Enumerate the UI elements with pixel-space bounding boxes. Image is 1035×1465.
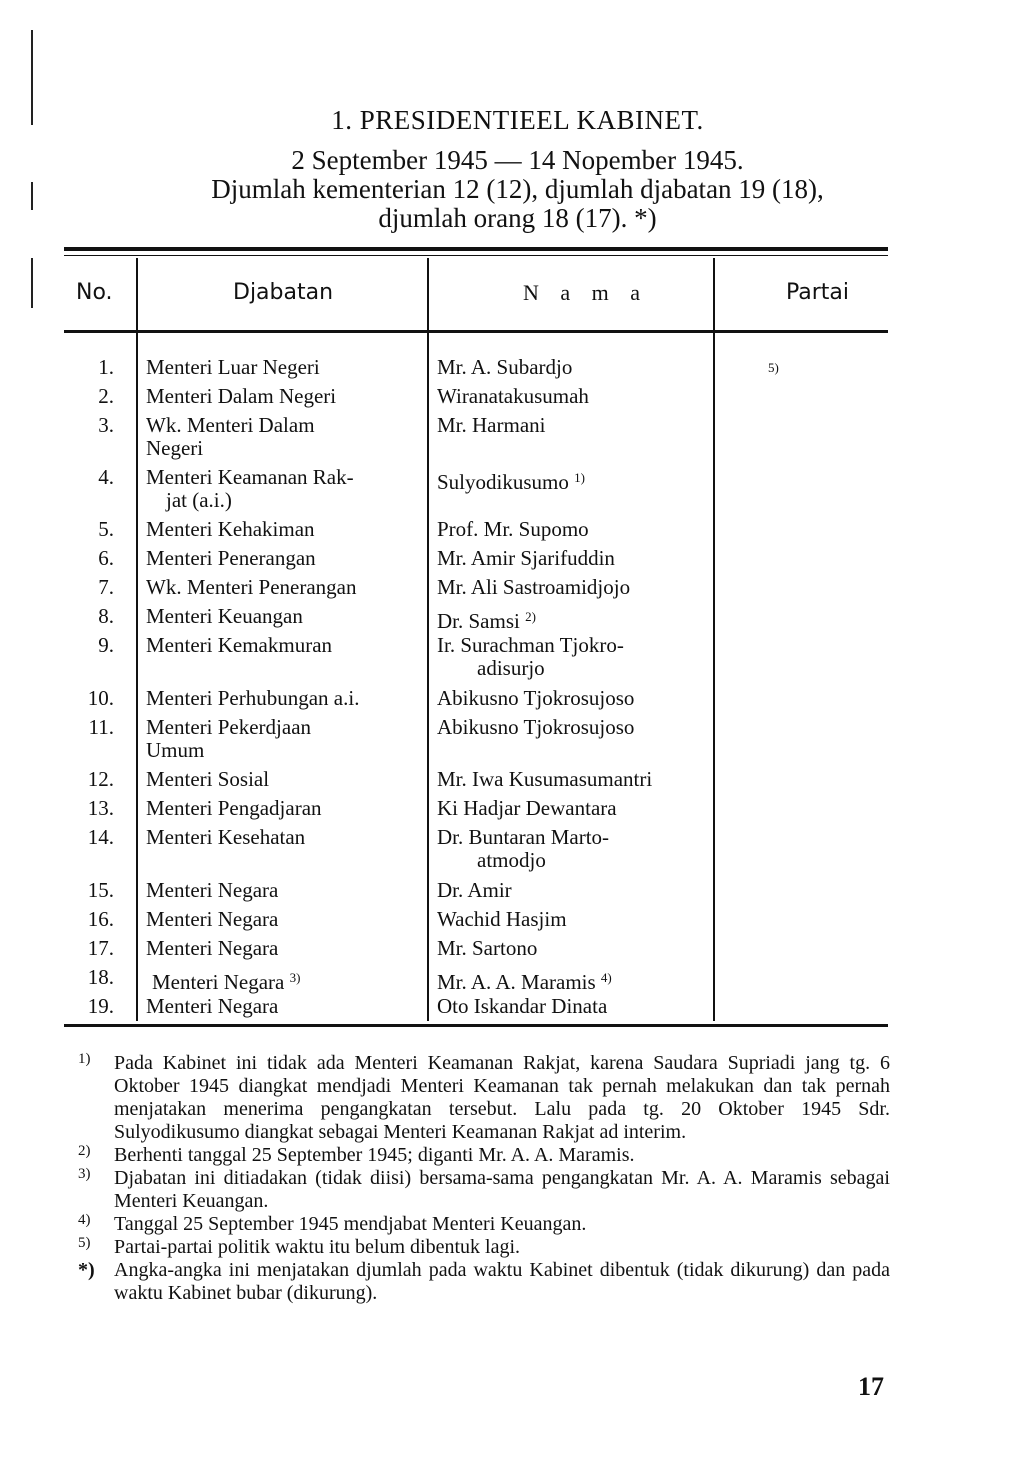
row-partai-note: 5): [768, 360, 779, 375]
row-nama-line1: Dr. Buntaran Marto-: [437, 825, 610, 849]
row-djabatan: Menteri Penerangan: [146, 546, 316, 570]
footnote: [78, 1259, 890, 1305]
footnote-mark: 4): [78, 1212, 91, 1228]
footnote-ref: 4): [600, 970, 612, 985]
row-number: 17.: [87, 936, 114, 960]
column-header-partai: Partai: [786, 280, 850, 305]
footnote-ref: 3): [289, 970, 301, 985]
footnote: [78, 1167, 890, 1213]
footnote-ref: 2): [525, 609, 536, 624]
row-nama: [437, 466, 707, 494]
row-nama: Wiranatakusumah: [437, 384, 589, 408]
row-nama: Ki Hadjar Dewantara: [437, 796, 617, 820]
row-number: 11.: [88, 715, 114, 739]
row-number: 7.: [98, 575, 114, 599]
row-number: 15.: [87, 878, 114, 902]
column-header-djabatan: Djabatan: [233, 280, 334, 305]
row-number: 4.: [98, 465, 114, 489]
row-nama: [437, 605, 707, 633]
row-nama: Abikusno Tjokrosujoso: [437, 715, 635, 739]
row-number: 5.: [98, 517, 114, 541]
footnote-text: Partai-partai politik waktu itu belum dibentuk lagi.: [114, 1236, 521, 1258]
row-djabatan: Menteri Keuangan: [146, 604, 303, 628]
column-divider: [713, 258, 715, 1021]
row-djabatan: Menteri Perhubungan a.i.: [146, 686, 360, 710]
row-djabatan: [146, 966, 422, 994]
footnote-mark: 3): [78, 1166, 91, 1182]
row-djabatan-line2: Umum: [146, 738, 205, 762]
row-djabatan: [146, 716, 416, 762]
page-number: 17: [858, 1372, 884, 1401]
row-nama: Mr. Amir Sjarifuddin: [437, 546, 615, 570]
row-djabatan-text: Wk. Menteri Dalam: [146, 413, 315, 437]
footnote-ref: 1): [574, 470, 585, 485]
row-nama: Oto Iskandar Dinata: [437, 994, 608, 1018]
row-djabatan: Menteri Kehakiman: [146, 517, 315, 541]
row-nama-text: Dr. Samsi: [437, 609, 520, 633]
row-djabatan-line1: [146, 414, 409, 437]
row-number: 13.: [87, 796, 114, 820]
column-header-no: No.: [76, 280, 113, 305]
footnote-text: Berhenti tanggal 25 September 1945; diganti Mr. A. A. Maramis.: [114, 1144, 635, 1166]
row-djabatan: Menteri Kesehatan: [146, 825, 306, 849]
row-djabatan: [146, 414, 416, 460]
row-nama-text: Sulyodikusumo: [437, 470, 569, 494]
row-number: 2.: [98, 384, 114, 408]
row-djabatan: Menteri Luar Negeri: [146, 355, 320, 379]
footnote-mark: 1): [78, 1051, 91, 1067]
row-nama-line2: atmodjo: [477, 848, 546, 872]
footnote: [78, 1236, 890, 1259]
scan-edge-mark: [31, 258, 33, 308]
table-top-rule: [64, 247, 888, 251]
table-top-thin-rule: [64, 255, 888, 256]
footnotes: [78, 1052, 890, 1305]
footnote-text: Tanggal 25 September 1945 mendjabat Menteri Keuangan.: [114, 1213, 587, 1235]
cabinet-period: 2 September 1945 — 14 Nopember 1945.: [291, 145, 744, 175]
footnote: [78, 1144, 890, 1167]
cabinet-counts-line1: Djumlah kementerian 12 (12), djumlah djabatan 19 (18),: [211, 174, 824, 204]
row-number: 18.: [87, 965, 114, 989]
row-djabatan-line1: Menteri Pekerdjaan: [146, 715, 312, 739]
row-djabatan-text: Menteri Negara: [152, 970, 285, 994]
row-number: 12.: [87, 767, 114, 791]
row-nama: Mr. A. Subardjo: [437, 355, 573, 379]
row-djabatan: Menteri Kemakmuran: [146, 633, 333, 657]
row-djabatan: Wk. Menteri Penerangan: [146, 575, 357, 599]
row-nama: Mr. Ali Sastroamidjojo: [437, 575, 631, 599]
row-nama: Mr. Harmani: [437, 413, 546, 437]
row-djabatan: Menteri Pengadjaran: [146, 796, 322, 820]
row-djabatan-line2: Negeri: [146, 436, 204, 460]
row-djabatan-line1: Menteri Keamanan Rak-: [146, 465, 354, 489]
row-nama: [437, 826, 707, 872]
footnote-mark: 2): [78, 1143, 91, 1159]
row-number: 14.: [87, 825, 114, 849]
row-nama: Dr. Amir: [437, 878, 512, 902]
footnote-mark: *): [78, 1259, 95, 1281]
row-nama-line2: adisurjo: [477, 656, 545, 680]
row-number: 9.: [98, 633, 114, 657]
footnote-text: Djabatan ini ditiadakan (tidak diisi) bersama-sama pengangkatan Mr. A. A. Maramis sebagai Menteri Keuangan.: [114, 1167, 890, 1212]
row-djabatan: Menteri Dalam Negeri: [146, 384, 337, 408]
footnote-text: Angka-angka ini menjatakan djumlah pada waktu Kabinet dibentuk (tidak dikurung) dan pada waktu Kabinet bubar (dikurung).: [114, 1259, 890, 1304]
row-djabatan-line2: jat (a.i.): [166, 488, 232, 512]
row-djabatan: Menteri Negara: [146, 878, 279, 902]
column-divider: [136, 258, 138, 1021]
row-nama: [437, 966, 707, 994]
footnote-mark: 5): [78, 1235, 91, 1251]
row-nama: Mr. Sartono: [437, 936, 538, 960]
row-djabatan: Menteri Negara: [146, 994, 279, 1018]
row-djabatan: [146, 466, 416, 512]
footnote: [78, 1052, 890, 1144]
row-number: 6.: [98, 546, 114, 570]
row-nama: Abikusno Tjokrosujoso: [437, 686, 635, 710]
row-nama-text: Mr. A. A. Maramis: [437, 970, 596, 994]
table-bottom-rule: [64, 1024, 888, 1027]
footnote-text: Pada Kabinet ini tidak ada Menteri Keamanan Rakjat, karena Saudara Supriadi jang tg. 6 Oktober 1945 diangkat mendjadi Menteri Keamanan tak pernah melakukan dan tak pernah menjatakan menerima pengangkatan tersebut. Lalu pada tg. 20 Oktober 1945 Sdr. Sulyodikusumo diangkat sebagai Menteri Keamanan Rakjat ad interim.: [114, 1052, 890, 1143]
row-nama-line1: Ir. Surachman Tjokro-: [437, 633, 624, 657]
cabinet-counts-line2: djumlah orang 18 (17). *): [378, 203, 657, 233]
column-header-nama: N a m a: [523, 280, 649, 305]
row-djabatan: Menteri Negara: [146, 936, 279, 960]
footnote: [78, 1213, 890, 1236]
row-nama: [437, 634, 707, 680]
row-nama: Mr. Iwa Kusumasumantri: [437, 767, 653, 791]
row-number: 1.: [98, 355, 114, 379]
row-nama: Prof. Mr. Supomo: [437, 517, 589, 541]
row-djabatan: Menteri Negara: [146, 907, 279, 931]
row-nama: Wachid Hasjim: [437, 907, 567, 931]
table-header-rule: [64, 330, 888, 333]
row-number: 8.: [98, 604, 114, 628]
column-divider: [427, 258, 429, 1021]
row-number: 19.: [87, 994, 114, 1018]
row-number: 16.: [87, 907, 114, 931]
row-djabatan: Menteri Sosial: [146, 767, 270, 791]
page-title: 1. PRESIDENTIEEL KABINET.: [331, 105, 704, 135]
row-number: 3.: [98, 413, 114, 437]
row-number: 10.: [87, 686, 114, 710]
